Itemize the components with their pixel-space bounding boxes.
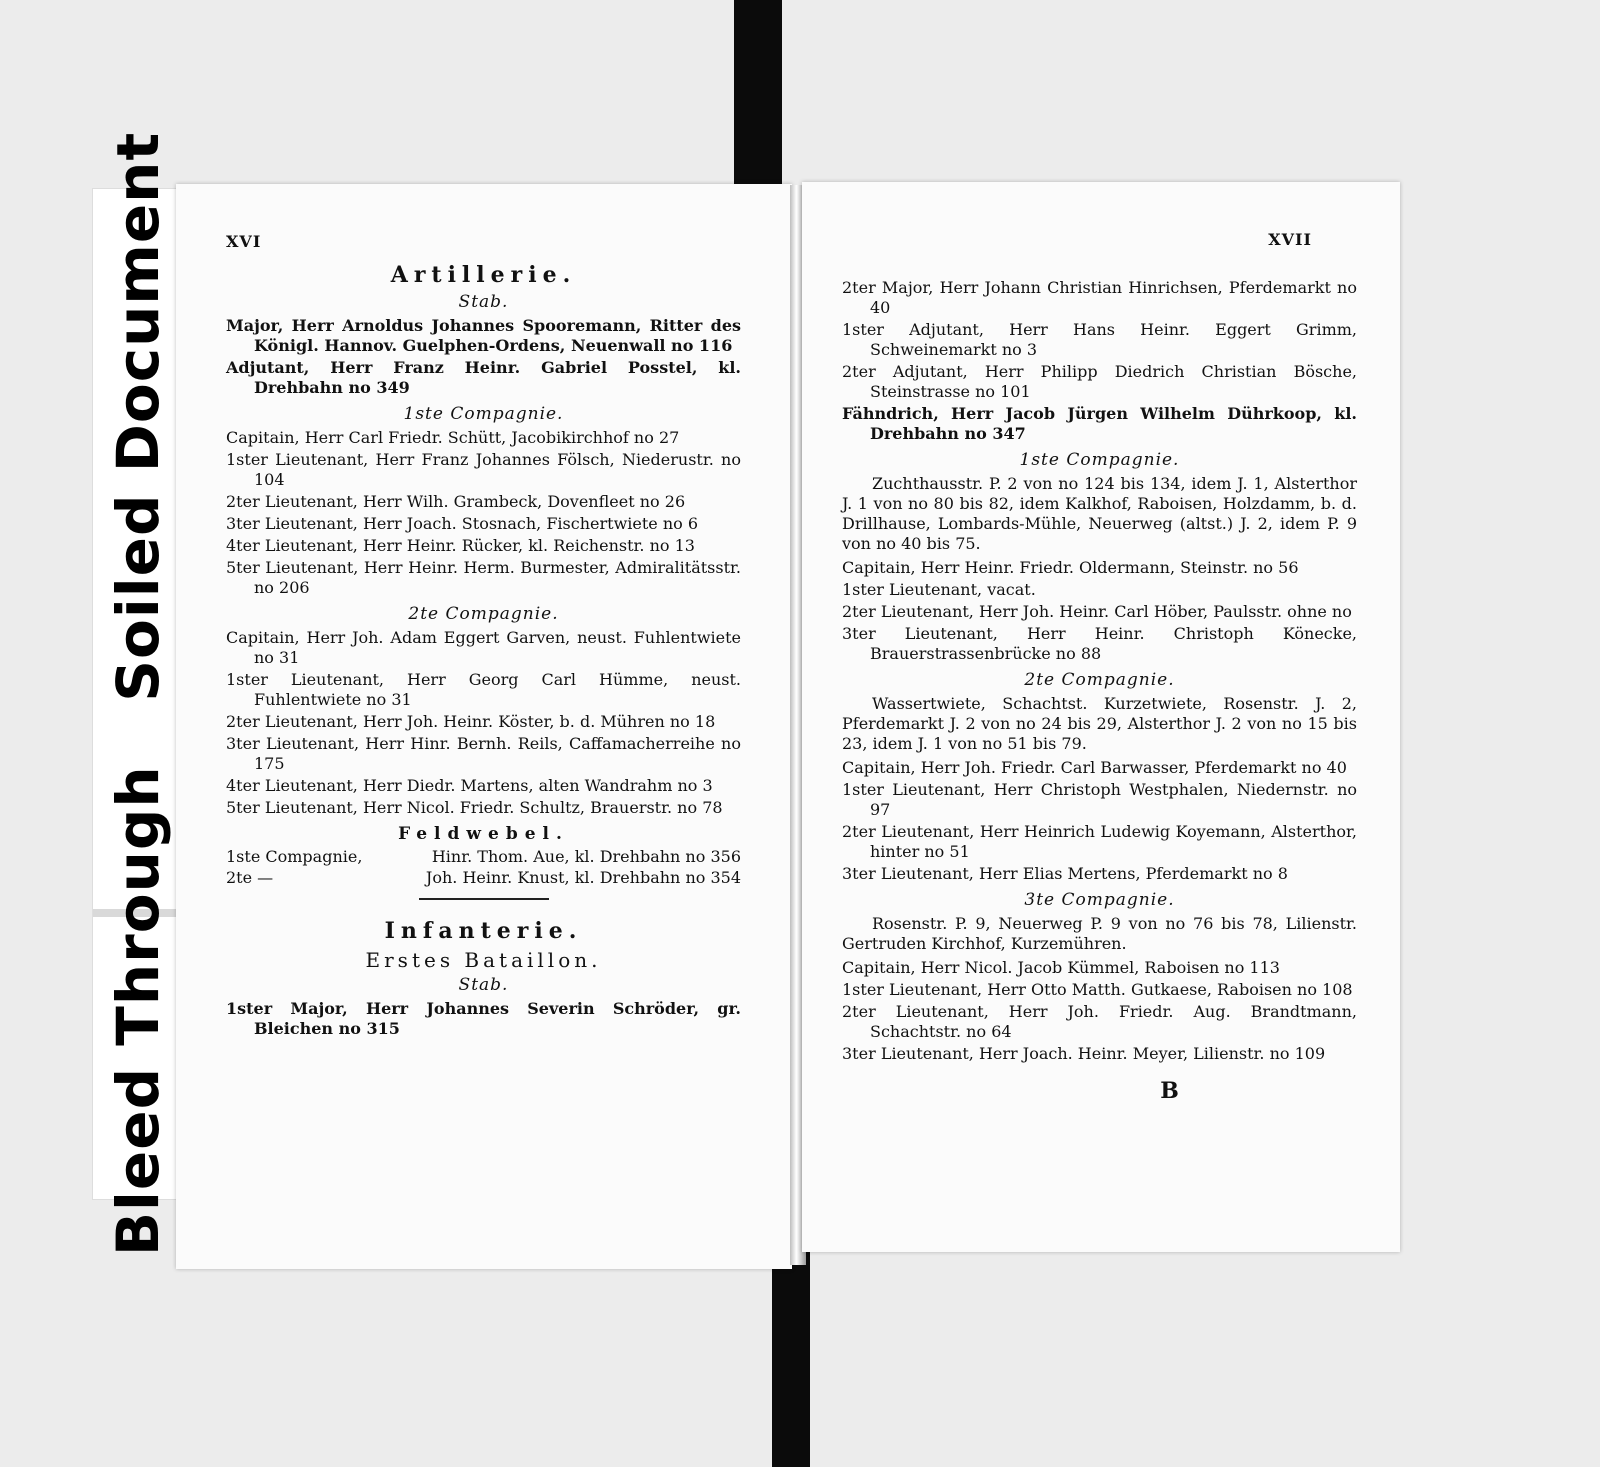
list-item: Capitain, Herr Carl Friedr. Schütt, Jacobikirchhof no 27 [226, 428, 680, 447]
company-1-heading: 1ste Compagnie. [403, 404, 564, 424]
list-item: Capitain, Herr Heinr. Friedr. Oldermann, Steinstr. no 56 [842, 558, 1299, 577]
artillery-title: Artillerie. [390, 262, 577, 288]
list-item: 2ter Lieutenant, Herr Heinrich Ludewig Koyemann, Alsterthor, hinter no 51 [842, 822, 1357, 861]
feldwebel-company: 1ste Compagnie, [226, 847, 363, 866]
list-item: Capitain, Herr Nicol. Jacob Kümmel, Raboisen no 113 [842, 958, 1280, 977]
feldwebel-name: Joh. Heinr. Knust, kl. Drehbahn no 354 [425, 868, 741, 887]
company-3-heading: 3te Compagnie. [1024, 890, 1175, 910]
left-page [176, 184, 792, 1269]
side-label [92, 131, 184, 1257]
list-item: 2ter Adjutant, Herr Philipp Diedrich Christian Bösche, Steinstrasse no 101 [842, 362, 1357, 401]
stab-heading: Stab. [458, 292, 509, 312]
section-divider [419, 898, 549, 900]
list-item: 1ster Lieutenant, Herr Christoph Westphalen, Niedernstr. no 97 [842, 780, 1357, 819]
list-item: 1ster Lieutenant, vacat. [842, 580, 1036, 599]
company-2-heading: 2te Compagnie. [408, 604, 559, 624]
list-item: Capitain, Herr Joh. Friedr. Carl Barwasser, Pferdemarkt no 40 [842, 758, 1347, 777]
feldwebel-company: 2te — [226, 868, 274, 887]
feldwebel-row [226, 867, 741, 888]
page-number-left: XVI [226, 232, 262, 251]
feldwebel-heading: Feldwebel. [398, 824, 569, 844]
company-district: Wassertwiete, Schachtst. Kurzetwiete, Rosenstr. J. 2, Pferdemarkt J. 2 von no 24 bis 29, Alsterthor J. 2 von no 15 bis 23, idem J. 1 von no 51 bis 79. [842, 694, 1357, 753]
list-item: 3ter Lieutenant, Herr Joach. Heinr. Meyer, Lilienstr. no 109 [842, 1044, 1326, 1063]
list-item: Fähndrich, Herr Jacob Jürgen Wilhelm Dührkoop, kl. Drehbahn no 347 [842, 404, 1357, 443]
company-district: Rosenstr. P. 9, Neuerweg P. 9 von no 76 bis 78, Lilienstr. Gertruden Kirchhof, Kurzemühren. [842, 914, 1357, 953]
list-item: 3ter Lieutenant, Herr Hinr. Bernh. Reils, Caffamacherreihe no 175 [226, 734, 741, 773]
list-item: 1ster Lieutenant, Herr Franz Johannes Fölsch, Niederustr. no 104 [226, 450, 741, 489]
soiled-document-label: Soiled Document [104, 131, 172, 702]
list-item: 3ter Lieutenant, Herr Elias Mertens, Pferdemarkt no 8 [842, 864, 1288, 883]
list-item: 2ter Lieutenant, Herr Joh. Friedr. Aug. Brandtmann, Schachtstr. no 64 [842, 1002, 1357, 1041]
company-2-heading: 2te Compagnie. [1024, 670, 1175, 690]
left-page-content [226, 262, 741, 1041]
feldwebel-name: Hinr. Thom. Aue, kl. Drehbahn no 356 [431, 847, 741, 866]
list-item: Major, Herr Arnoldus Johannes Spooremann, Ritter des Königl. Hannov. Guelphen-Ordens, Neuenwall no 116 [226, 316, 741, 355]
list-item: 1ster Lieutenant, Herr Georg Carl Hümme, neust. Fuhlentwiete no 31 [226, 670, 741, 709]
binding-strip-bottom [772, 1245, 810, 1467]
list-item: 1ster Major, Herr Johannes Severin Schröder, gr. Bleichen no 315 [226, 999, 741, 1038]
company-district: Zuchthausstr. P. 2 von no 124 bis 134, idem J. 1, Alsterthor J. 1 von no 80 bis 82, idem Kalkhof, Raboisen, Holzdamm, b. d. Drillhause, Lombards-Mühle, Neuerweg (altst.) J. 2, idem P. 9 von no 40 bis 75. [842, 474, 1357, 553]
list-item: Adjutant, Herr Franz Heinr. Gabriel Posstel, kl. Drehbahn no 349 [226, 358, 741, 397]
stab-heading: Stab. [458, 975, 509, 995]
binding-strip-top [734, 0, 782, 200]
right-page-content [842, 278, 1357, 1104]
list-item: 2ter Lieutenant, Herr Wilh. Grambeck, Dovenfleet no 26 [226, 492, 686, 511]
battalion-heading: Erstes Bataillon. [365, 948, 602, 972]
bleed-through-label: Bleed Through [104, 765, 172, 1257]
list-item: 5ter Lieutenant, Herr Heinr. Herm. Burmester, Admiralitätsstr. no 206 [226, 558, 741, 597]
list-item: 5ter Lieutenant, Herr Nicol. Friedr. Schultz, Brauerstr. no 78 [226, 798, 723, 817]
list-item: 1ster Lieutenant, Herr Otto Matth. Gutkaese, Raboisen no 108 [842, 980, 1353, 999]
list-item: 2ter Major, Herr Johann Christian Hinrichsen, Pferdemarkt no 40 [842, 278, 1357, 317]
signature-mark: B [1160, 1078, 1179, 1104]
list-item: 4ter Lieutenant, Herr Heinr. Rücker, kl. Reichenstr. no 13 [226, 536, 695, 555]
list-item: 2ter Lieutenant, Herr Joh. Heinr. Carl Höber, Paulsstr. ohne no [842, 602, 1352, 621]
list-item: 3ter Lieutenant, Herr Joach. Stosnach, Fischertwiete no 6 [226, 514, 699, 533]
right-page [802, 182, 1400, 1252]
list-item: 3ter Lieutenant, Herr Heinr. Christoph Könecke, Brauerstrassenbrücke no 88 [842, 624, 1357, 663]
list-item: 1ster Adjutant, Herr Hans Heinr. Eggert Grimm, Schweinemarkt no 3 [842, 320, 1357, 359]
company-1-heading: 1ste Compagnie. [1019, 450, 1180, 470]
page-number-right: XVII [1268, 230, 1312, 249]
infantry-title: Infanterie. [384, 918, 583, 944]
list-item: Capitain, Herr Joh. Adam Eggert Garven, neust. Fuhlentwiete no 31 [226, 628, 741, 667]
feldwebel-row [226, 846, 741, 867]
list-item: 2ter Lieutenant, Herr Joh. Heinr. Köster, b. d. Mühren no 18 [226, 712, 716, 731]
side-label-text [104, 132, 172, 1256]
list-item: 4ter Lieutenant, Herr Diedr. Martens, alten Wandrahm no 3 [226, 776, 713, 795]
